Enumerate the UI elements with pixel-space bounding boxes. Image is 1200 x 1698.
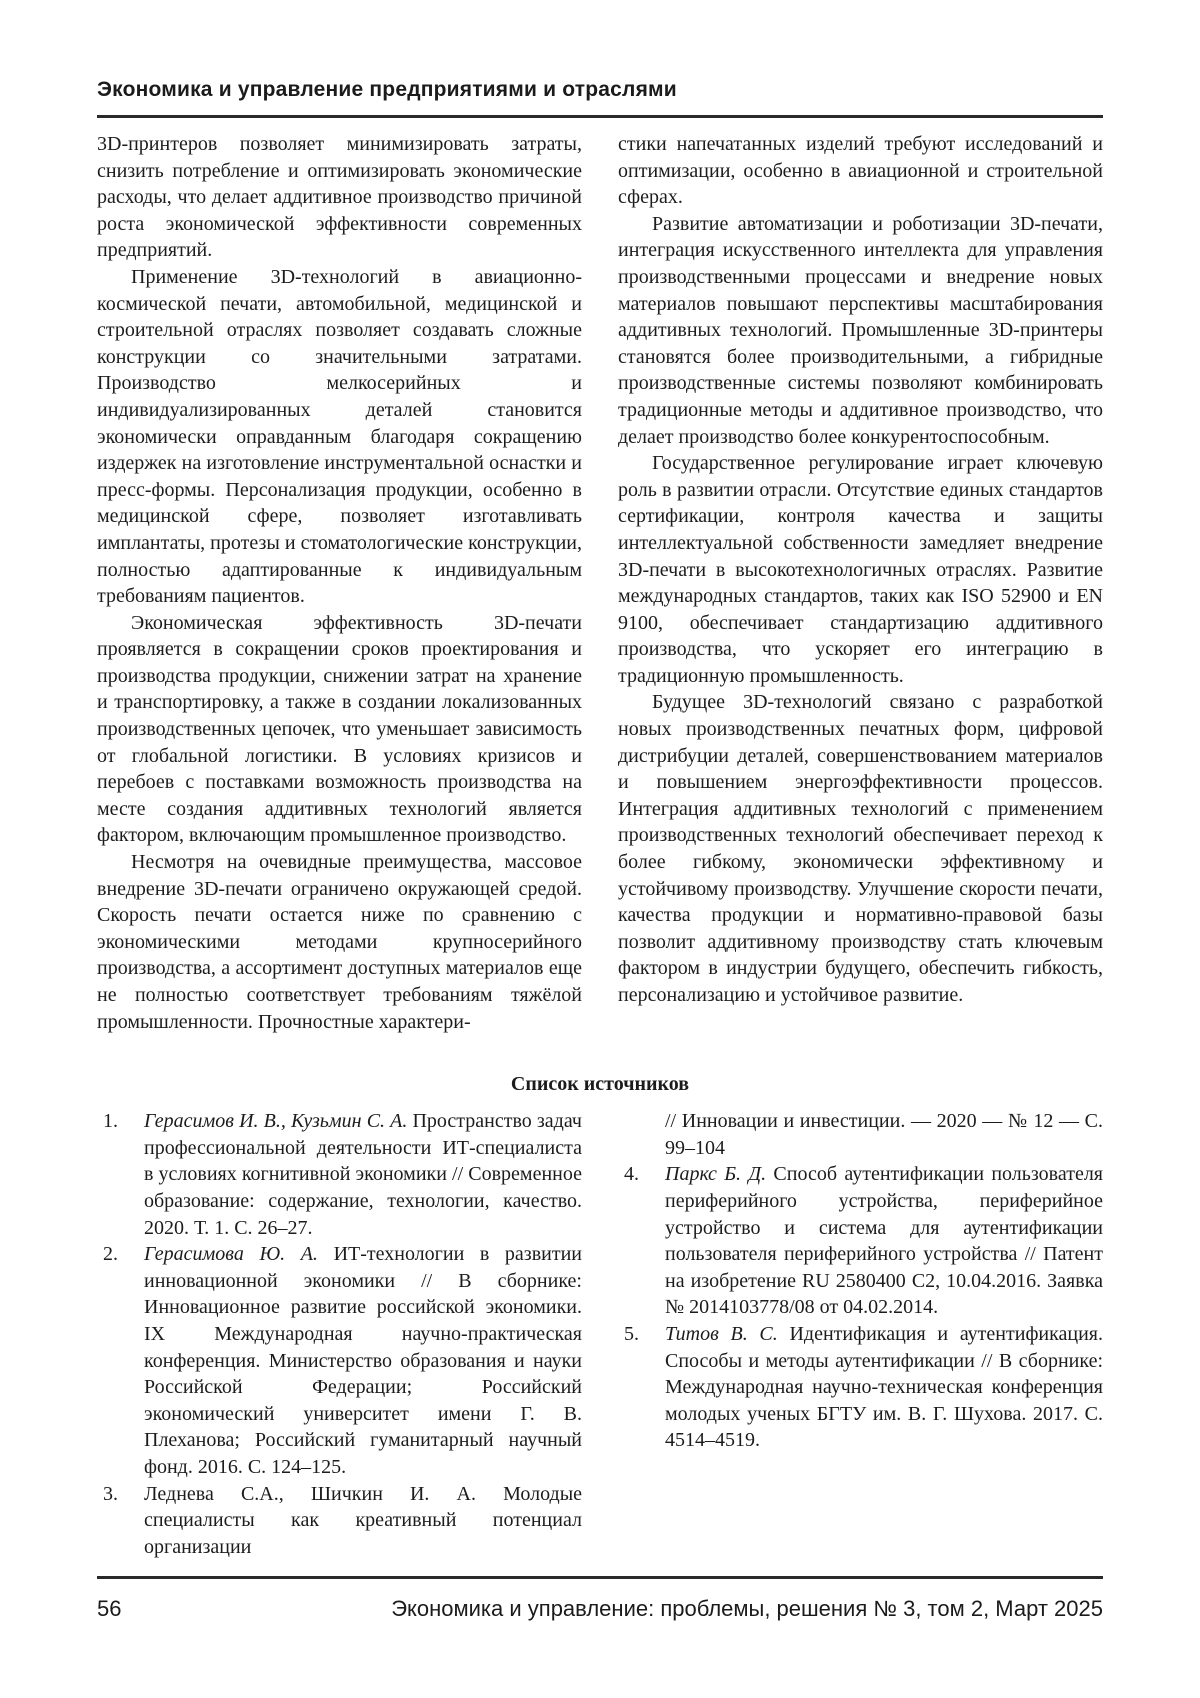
body-paragraph: Экономическая эффективность 3D-печати проявляется в сокращении сроков проектирования и производства продукции, снижении затрат на хранение и транспортировку, а также в создании локализованных производственных цепочек, что уменьшает зависимость от глобальной логистики. В условиях кризисов и перебоев с поставками возможность производства на месте создания аддитивных технологий является фактором, включающим промышленное производство. — [97, 611, 582, 847]
references-section — [97, 1108, 1103, 1560]
references-heading: Список источников — [510, 1073, 690, 1096]
reference-item — [97, 1241, 582, 1480]
reference-citation: Идентификация и аутентификация. Способы и методы аутентификации // В сборнике: Международная научно-техническая конференция молодых ученых БГТУ им. В. Г. Шухова. 2017. С. 4514–4519. — [665, 1322, 1104, 1452]
reference-text — [144, 1241, 582, 1480]
body-paragraph: 3D-принтеров позволяет минимизировать затраты, снизить потребление и оптимизировать экономические расходы, что делает аддитивное производство причиной роста экономической эффективности современных предприятий. — [97, 133, 582, 262]
reference-citation: ИТ-технологии в развитии инновационной экономики // В сборнике: Инновационное развитие российской экономики. IX Международная научно-практическая конференция. Министерство образования и науки Российской Федерации; Российский экономический университет имени Г. В. Плеханова; Российский гуманитарный научный фонд. 2016. С. 124–125. — [144, 1243, 583, 1478]
reference-number: 2. — [103, 1243, 118, 1266]
article-body — [97, 131, 1103, 1035]
references-column-right — [618, 1108, 1103, 1560]
reference-number: 5. — [624, 1322, 639, 1345]
journal-info: Экономика и управление: проблемы, решения № 3, том 2, Март 2025 — [391, 1596, 1103, 1621]
body-paragraph: Государственное регулирование играет ключевую роль в развитии отрасли. Отсутствие единых стандартов сертификации, контроля качества и защиты интеллектуальной собственности замедляет внедрение 3D-печати в высокотехнологичных отраслях. Развитие международных стандартов, таких как ISO 52900 и EN 9100, обеспечивает стандартизацию аддитивного производства, что ускоряет его интеграцию в традиционную промышленность. — [618, 452, 1103, 687]
reference-citation: Пространство задач профессиональной деятельности ИТ-специалиста в условиях когнитивной экономики // Современное образование: содержание, технологии, качество. 2020. Т. 1. С. 26–27. — [144, 1110, 582, 1239]
reference-text — [665, 1108, 1103, 1161]
reference-item — [618, 1321, 1103, 1454]
reference-authors: Леднева С.А., Шичкин И. А. — [144, 1482, 476, 1505]
reference-number: 4. — [624, 1163, 639, 1186]
body-paragraph: Применение 3D-технологий в авиационно-космической печати, автомобильной, медицинской и строительной отраслях позволяет создавать сложные конструкции со значительными затратами. Производство мелкосерийных и индивидуализированных деталей становится экономически оправданным благодаря сокращению издержек на изготовление инструментальной оснастки и пресс-формы. Персонализация продукции, особенно в медицинской сфере, позволяет изготавливать имплантаты, протезы и стоматологические конструкции, полностью адаптированные к индивидуальным требованиям пациентов. — [97, 265, 582, 608]
body-paragraph: Развитие автоматизации и роботизации 3D-печати, интеграция искусственного интеллекта для управления производственными процессами и внедрение новых материалов повышают перспективы масштабирования аддитивных технологий. Промышленные 3D-принтеры становятся более производительными, а гибридные производственные системы позволяют комбинировать традиционные методы и аддитивное производство, что делает производство более конкурентоспособным. — [618, 212, 1103, 448]
body-paragraph: Будущее 3D-технологий связано с разработкой новых производственных печатных форм, цифровой дистрибуции деталей, совершенствованием материалов и повышением энергоэффективности процессов. Интеграция аддитивных технологий с применением производственных технологий обеспечивает переход к более гибкому, экономически эффективному и устойчивому производству. Улучшение скорости печати, качества продукции и нормативно-правовой базы позволит аддитивному производству стать ключевым фактором в индустрии будущего, обеспечить гибкость, персонализацию и устойчивое развитие. — [618, 691, 1103, 1006]
reference-authors: Паркс Б. Д. — [665, 1163, 767, 1186]
reference-text — [665, 1161, 1103, 1321]
article-column-left — [97, 131, 582, 1035]
reference-number: 3. — [103, 1482, 118, 1505]
section-title: Экономика и управление предприятиями и отраслями — [97, 78, 1103, 118]
reference-number: 1. — [103, 1110, 118, 1133]
reference-citation: Способ аутентификации пользователя периферийного устройства, периферийное устройство и система для аутентификации пользователя периферийного устройства // Патент на изобретение RU 2580400 C2, 10.04.2016. Заявка № 2014103778/08 от 04.02.2014. — [665, 1163, 1104, 1319]
page-number: 56 — [97, 1596, 122, 1621]
body-paragraph: Несмотря на очевидные преимущества, массовое внедрение 3D-печати ограничено окружающей средой. Скорость печати остается ниже по сравнению с экономическими методами крупносерийного производства, а ассортимент доступных материалов еще не полностью соответствует требованиям тяжёлой промышленности. Прочностные характери- — [97, 851, 582, 1033]
reference-authors: Титов В. С. — [665, 1322, 778, 1345]
article-column-right — [618, 131, 1103, 1035]
reference-citation: // Инновации и инвестиции. — 2020 — № 12 — С. 99–104 — [665, 1110, 1103, 1159]
reference-item — [618, 1161, 1103, 1321]
references-column-left — [97, 1108, 582, 1560]
reference-item — [97, 1108, 582, 1241]
body-paragraph: стики напечатанных изделий требуют исследований и оптимизации, особенно в авиационной и строительной сферах. — [618, 133, 1103, 209]
reference-authors: Герасимов И. В., Кузьмин С. А. — [144, 1110, 408, 1133]
reference-text — [665, 1321, 1103, 1454]
reference-authors: Герасимова Ю. А. — [144, 1243, 318, 1266]
reference-text — [144, 1108, 582, 1241]
reference-citation: Молодые специалисты как креативный потенциал организации — [144, 1482, 583, 1558]
reference-item-continuation — [618, 1108, 1103, 1161]
page-footer — [97, 1576, 1103, 1622]
reference-text — [144, 1481, 582, 1561]
reference-item — [97, 1481, 582, 1561]
